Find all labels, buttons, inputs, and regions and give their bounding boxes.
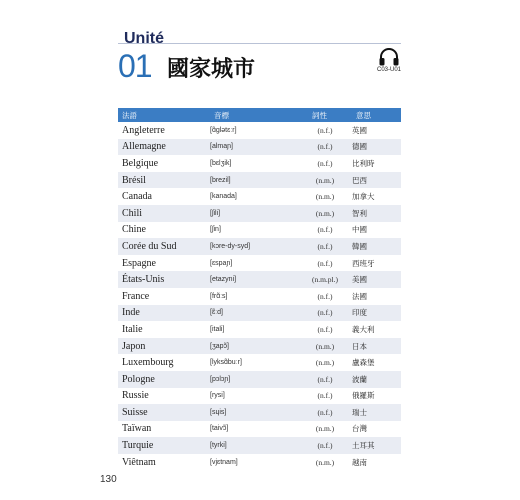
table-row	[118, 404, 401, 421]
french-word-cell: Viêtnam	[122, 456, 156, 468]
table-row	[118, 437, 401, 454]
part-of-speech-cell: (n.f.)	[317, 225, 333, 235]
table-row	[118, 188, 401, 205]
phonetic-cell: [kanada]	[210, 193, 237, 201]
column-header-phonetic: 音標	[210, 108, 308, 122]
phonetic-cell: [taivɔ̃]	[210, 425, 229, 433]
phonetic-cell: [lyksɑ̃buːr]	[210, 359, 242, 367]
part-of-speech-cell: (n.m.)	[315, 457, 335, 467]
french-word-cell: Japon	[118, 338, 210, 355]
part-of-speech-cell: (n.m.)	[315, 358, 335, 368]
phonetic-cell: [tyrki]	[210, 437, 308, 454]
phonetic-cell: [sɥis]	[210, 404, 308, 421]
meaning-cell: 智利	[352, 205, 401, 222]
phonetic-cell: [ʒapɔ̃]	[210, 338, 308, 355]
meaning-cell: 土耳其	[352, 437, 401, 454]
meaning-cell: 比利時	[352, 158, 375, 168]
french-word-cell: Suisse	[118, 404, 210, 421]
part-of-speech-cell: (n.m.)	[308, 205, 352, 222]
phonetic-cell: [ɑ̃glətɛːr]	[210, 126, 237, 134]
phonetic-cell: [ʃili]	[210, 205, 308, 222]
phonetic-cell: [bɛlʒik]	[210, 159, 232, 167]
meaning-cell: 台灣	[352, 424, 367, 434]
meaning-cell: 韓國	[352, 238, 401, 255]
french-word-cell: Espagne	[122, 257, 156, 269]
table-row	[118, 321, 401, 338]
french-word-cell: Russie	[122, 390, 149, 402]
table-row	[118, 454, 401, 471]
table-row	[118, 338, 401, 355]
meaning-cell: 波蘭	[352, 371, 401, 388]
table-row	[118, 122, 401, 139]
meaning-cell: 印度	[352, 305, 401, 322]
part-of-speech-cell: (n.f.)	[308, 404, 352, 421]
part-of-speech-cell: (n.f.)	[308, 371, 352, 388]
audio-code: C03-U01	[376, 67, 401, 73]
french-word-cell: Allemagne	[118, 139, 210, 156]
part-of-speech-cell: (n.f.)	[308, 139, 352, 156]
unit-label: Unité	[124, 30, 164, 47]
part-of-speech-cell: (n.m.)	[308, 172, 352, 189]
french-word-cell: Chili	[118, 205, 210, 222]
page-number: 130	[100, 474, 117, 485]
part-of-speech-cell: (n.f.)	[317, 391, 333, 401]
french-word-cell: Turquie	[118, 437, 210, 454]
table-row	[118, 354, 401, 371]
phonetic-cell: [itali]	[210, 325, 225, 333]
part-of-speech-cell: (n.f.)	[308, 305, 352, 322]
table-row	[118, 371, 401, 388]
part-of-speech-cell: (n.m.)	[315, 192, 335, 202]
meaning-cell: 盧森堡	[352, 358, 375, 368]
table-row	[118, 288, 401, 305]
table-row	[118, 255, 401, 272]
table-row	[118, 388, 401, 405]
french-word-cell: Chine	[122, 224, 146, 236]
table-body	[118, 122, 401, 470]
meaning-cell: 日本	[352, 338, 401, 355]
phonetic-cell: [ɛ̃ːd]	[210, 305, 308, 322]
french-word-cell: États-Unis	[118, 271, 210, 288]
part-of-speech-cell: (n.f.)	[317, 125, 333, 135]
french-word-cell: Luxembourg	[122, 357, 174, 369]
table-row	[118, 238, 401, 255]
meaning-cell: 瑞士	[352, 404, 401, 421]
phonetic-cell: [brezil]	[210, 172, 308, 189]
meaning-cell: 越南	[352, 457, 367, 467]
meaning-cell: 義大利	[352, 324, 375, 334]
french-word-cell: Taïwan	[122, 423, 152, 435]
table-row	[118, 155, 401, 172]
french-word-cell: Inde	[118, 305, 210, 322]
vocabulary-table	[118, 108, 401, 470]
french-word-cell: Angleterre	[122, 124, 165, 136]
french-word-cell: Corée du Sud	[118, 238, 210, 255]
phonetic-cell: [kɔre-dy-syd]	[210, 238, 308, 255]
column-header-meaning: 意思	[352, 108, 401, 122]
french-word-cell: Italie	[122, 323, 143, 335]
meaning-cell: 德國	[352, 139, 401, 156]
meaning-cell: 加拿大	[352, 192, 375, 202]
table-row	[118, 205, 401, 222]
part-of-speech-cell: (n.f.)	[308, 437, 352, 454]
part-of-speech-cell: (n.f.)	[317, 324, 333, 334]
unit-number: 01	[118, 48, 152, 84]
phonetic-cell: [rysi]	[210, 392, 225, 400]
french-word-cell: Canada	[122, 191, 152, 203]
table-row	[118, 421, 401, 438]
column-header-french: 法語	[118, 108, 210, 122]
table-row	[118, 305, 401, 322]
part-of-speech-cell: (n.f.)	[317, 258, 333, 268]
french-word-cell: Brésil	[118, 172, 210, 189]
phonetic-cell: [frɑ̃ːs]	[210, 292, 228, 300]
meaning-cell: 英國	[352, 125, 367, 135]
french-word-cell: Pologne	[118, 371, 210, 388]
phonetic-cell: [ʃin]	[210, 226, 221, 234]
table-row	[118, 172, 401, 189]
part-of-speech-cell: (n.f.)	[317, 291, 333, 301]
part-of-speech-cell: (n.m.)	[315, 424, 335, 434]
table-header-row	[118, 108, 401, 122]
meaning-cell: 西班牙	[352, 258, 375, 268]
part-of-speech-cell: (n.m.)	[308, 338, 352, 355]
french-word-cell: France	[122, 290, 150, 302]
meaning-cell: 巴西	[352, 172, 401, 189]
headphones-icon	[378, 48, 400, 66]
table-row	[118, 271, 401, 288]
meaning-cell: 中國	[352, 225, 367, 235]
phonetic-cell: [pɔlɔɲ]	[210, 371, 308, 388]
part-of-speech-cell: (n.f.)	[317, 158, 333, 168]
audio-track[interactable]	[372, 48, 406, 73]
phonetic-cell: [ɛspaɲ]	[210, 259, 233, 267]
unit-title: 國家城市	[167, 57, 256, 82]
phonetic-cell: [almaɲ]	[210, 139, 308, 156]
phonetic-cell: [vjɛtnam]	[210, 458, 238, 466]
meaning-cell: 法國	[352, 291, 367, 301]
french-word-cell: Belgique	[122, 157, 159, 169]
meaning-cell: 美國	[352, 271, 401, 288]
part-of-speech-cell: (n.f.)	[308, 238, 352, 255]
phonetic-cell: [etazyni]	[210, 271, 308, 288]
column-header-part-of-speech: 詞性	[308, 108, 352, 122]
table-row	[118, 222, 401, 239]
meaning-cell: 俄羅斯	[352, 391, 375, 401]
part-of-speech-cell: (n.m.pl.)	[308, 271, 352, 288]
table-row	[118, 139, 401, 156]
